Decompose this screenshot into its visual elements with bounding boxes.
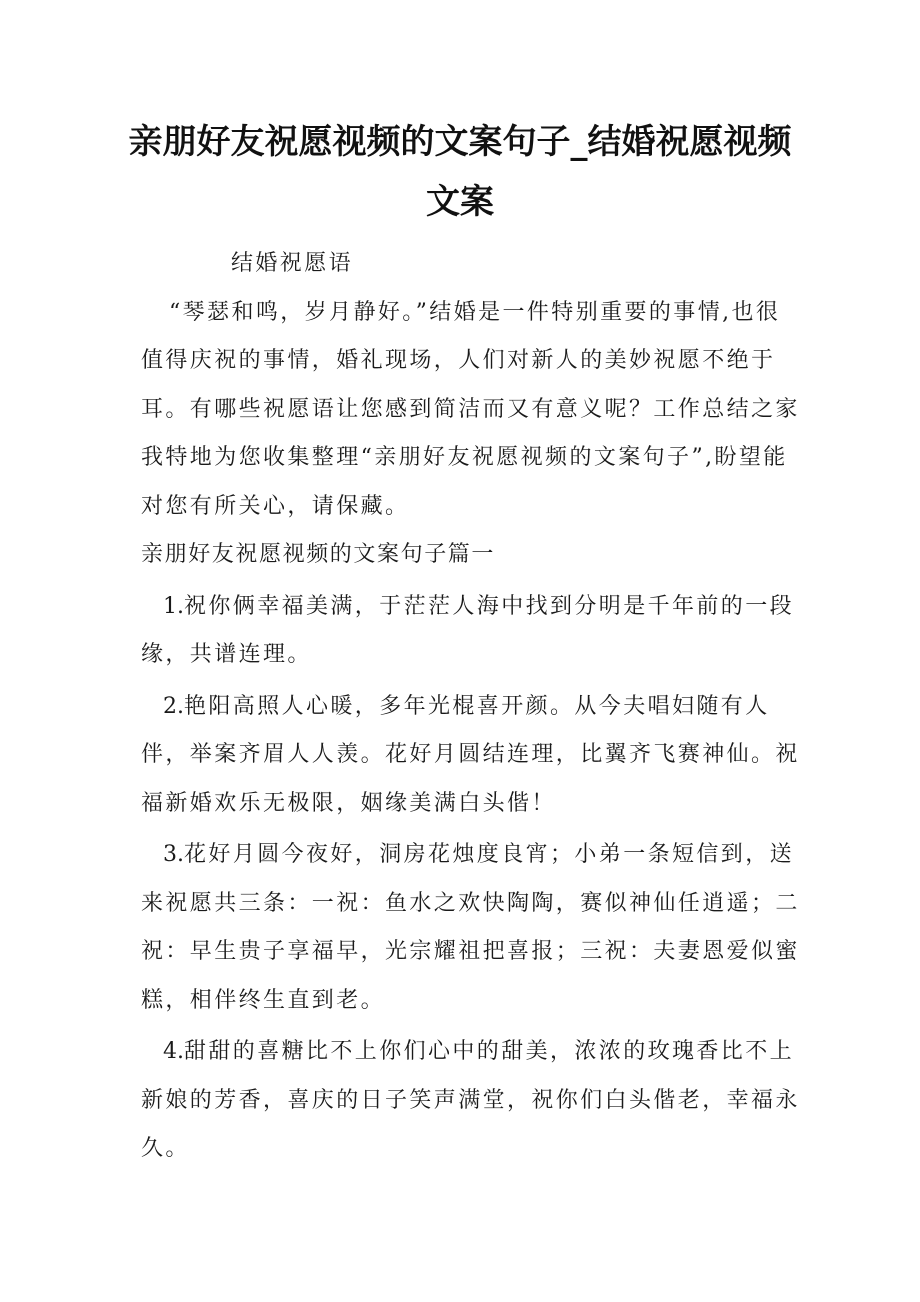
- list-item-number: 2.: [163, 693, 184, 719]
- intro-paragraph: “琴瑟和鸣，岁月静好。”结婚是一件特别重要的事情,也很值得庆祝的事情，婚礼现场，人们对新人的美妙祝愿不绝于耳。有哪些祝愿语让您感到简洁而又有意义呢？工作总结之家我特地为您收集整理“亲朋好友祝愿视频的文案句子”,盼望能对您有所关心，请保藏。: [141, 299, 800, 519]
- list-item-text: 花好月圆今夜好，洞房花烛度良宵；小弟一条短信到，送来祝愿共三条：一祝：鱼水之欢快陶陶，赛似神仙任逍遥；二祝：早生贵子享福早，光宗耀祖把喜报；三祝：夫妻恩爱似蜜糕，相伴终生直到老。: [141, 842, 800, 1013]
- list-item: [141, 683, 801, 829]
- list-item: [141, 1028, 801, 1174]
- document-title: 亲朋好友祝愿视频的文案句子_结婚祝愿视频文案: [128, 122, 792, 222]
- list-item-number: 3.: [163, 842, 184, 867]
- list-item-text: 甜甜的喜糖比不上你们心中的甜美，浓浓的玫瑰香比不上新娘的芳香，喜庆的日子笑声满堂，祝你们白头偕老，幸福永久。: [141, 1039, 800, 1161]
- list-item-text: 艳阳高照人心暖，多年光棍喜开颜。从今夫唱妇随有人伴，举案齐眉人人羡。花好月圆结连理，比翼齐飞赛神仙。祝福新婚欢乐无极限，姻缘美满白头偕！: [141, 693, 800, 816]
- list-item-number: 1.: [163, 593, 184, 619]
- list-item: [141, 831, 801, 1025]
- subheading: 结婚祝愿语: [231, 251, 354, 276]
- list-item: [141, 583, 801, 680]
- list-item-text: 祝你俩幸福美满，于茫茫人海中找到分明是千年前的一段缘，共谱连理。: [141, 593, 795, 667]
- list-item-number: 4.: [163, 1039, 184, 1064]
- document-body: [141, 240, 801, 1174]
- section-heading: 亲朋好友祝愿视频的文案句子篇一: [141, 542, 496, 567]
